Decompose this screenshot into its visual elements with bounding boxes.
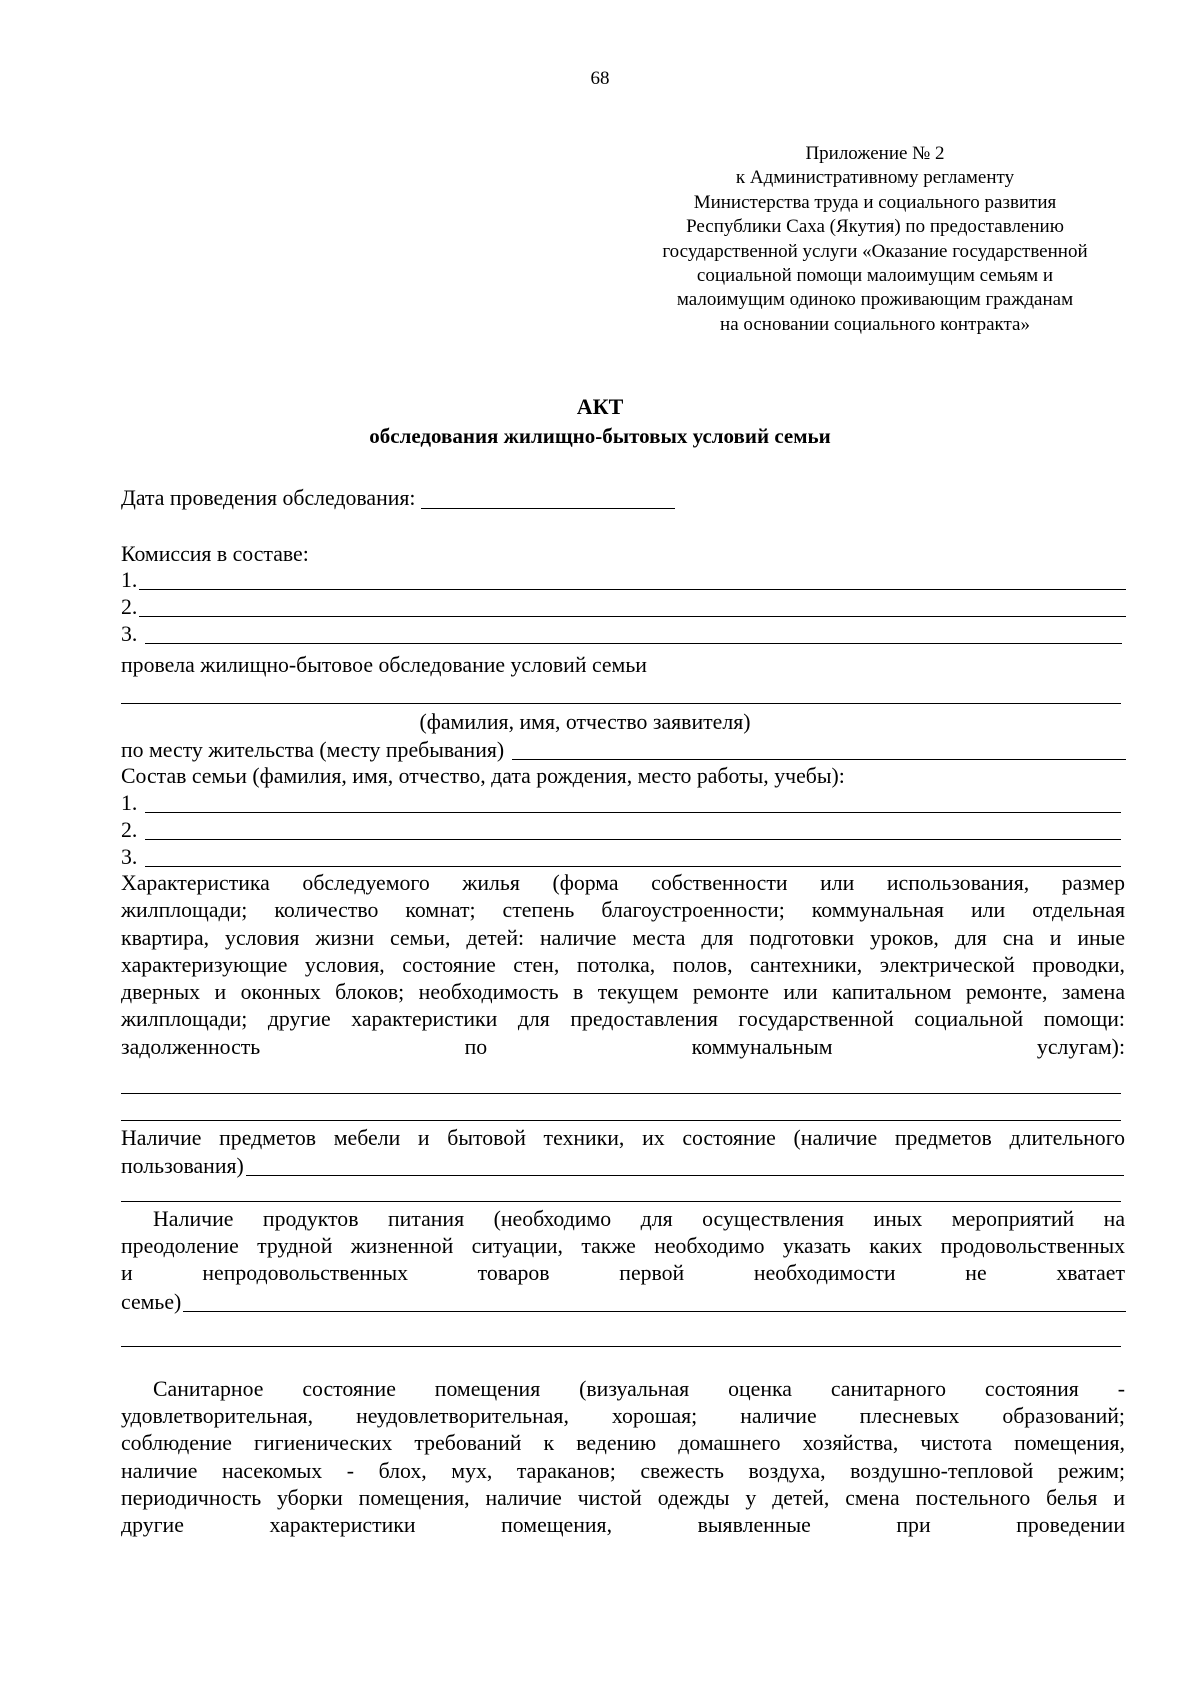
sanitary-paragraph-cont	[121, 1403, 1125, 1539]
commission-member-number: 1.	[121, 568, 138, 592]
paragraph-line: и непродовольственных товаров первой необходимости не хватает	[121, 1261, 1125, 1286]
paragraph-line: удовлетворительная, неудовлетворительная, хорошая; наличие плесневых образований;	[121, 1404, 1125, 1428]
paragraph-line: другие характеристики помещения, выявленные при проведении	[121, 1513, 1125, 1538]
paragraph-line: задолженность по коммунальным услугам):	[121, 1034, 1125, 1059]
furniture-answer-line[interactable]	[121, 1201, 1121, 1202]
food-label: семье)	[121, 1290, 182, 1314]
commission-conducted-text: провела жилищно-бытовое обследование условий семьи	[121, 653, 647, 677]
food-row	[121, 1288, 1126, 1316]
paragraph-line: дверных и оконных блоков; необходимость в текущем ремонте или капитальном ремонте, замена	[121, 980, 1125, 1005]
housing-answer-line[interactable]	[121, 1093, 1121, 1094]
appendix-line: социальной помощи малоимущим семьям и	[696, 265, 1054, 287]
residence-label: по месту жительства (месту пребывания)	[121, 738, 505, 762]
appendix-line: малоимущим одиноко проживающим гражданам	[676, 289, 1074, 311]
commission-member-field[interactable]	[139, 594, 1126, 617]
appendix-header	[640, 142, 1110, 337]
food-paragraph-cont	[121, 1233, 1125, 1288]
sanitary-paragraph	[121, 1376, 1125, 1403]
commission-member-field[interactable]	[139, 567, 1126, 590]
furniture-field[interactable]	[246, 1153, 1124, 1176]
housing-answer-line[interactable]	[121, 1120, 1121, 1121]
family-member-number: 2.	[121, 818, 138, 842]
paragraph-line: соблюдение гигиенических требований к ведению домашнего хозяйства, чистота помещения,	[121, 1431, 1125, 1456]
commission-member-number: 2.	[121, 595, 138, 619]
commission-member-row	[121, 620, 1122, 648]
appendix-line: Министерства труда и социального развития	[693, 191, 1057, 213]
survey-date-field[interactable]	[421, 486, 675, 509]
appendix-line: государственной услуги «Оказание государственной	[662, 240, 1088, 262]
paragraph-line: Наличие продуктов питания (необходимо для осуществления иных мероприятий на	[153, 1207, 1125, 1231]
family-member-number: 1.	[121, 791, 138, 815]
paragraph-line: жилплощади; другие характеристики для предоставления государственной социальной помощи:	[121, 1007, 1125, 1032]
family-member-field[interactable]	[145, 790, 1121, 813]
applicant-name-field[interactable]	[121, 703, 1121, 704]
appendix-line: на основании социального контракта»	[720, 313, 1030, 335]
appendix-line: Приложение № 2	[805, 143, 945, 164]
commission-label: Комиссия в составе:	[121, 542, 309, 566]
residence-row	[121, 736, 1126, 764]
applicant-caption: (фамилия, имя, отчество заявителя)	[419, 710, 751, 734]
paragraph-line: квартира, условия жизни семьи, детей: наличие места для подготовки уроков, для сна и иные	[121, 925, 1125, 950]
paragraph-line: преодоление трудной жизненной ситуации, также необходимо указать каких продовольственных	[121, 1234, 1125, 1258]
family-member-field[interactable]	[145, 817, 1121, 840]
furniture-label: пользования)	[121, 1154, 244, 1178]
food-answer-line[interactable]	[121, 1346, 1121, 1347]
page-number: 68	[590, 68, 610, 89]
document-title: АКТ	[576, 394, 624, 419]
paragraph-line: Характеристика обследуемого жилья (форма собственности или использования, размер	[121, 871, 1125, 895]
commission-member-field[interactable]	[145, 621, 1122, 644]
paragraph-line: наличие насекомых - блох, мух, тараканов; свежесть воздуха, воздушно-тепловой режим;	[121, 1458, 1125, 1483]
paragraph-line: Санитарное состояние помещения (визуальная оценка санитарного состояния -	[153, 1377, 1125, 1401]
furniture-paragraph	[121, 1125, 1125, 1152]
furniture-row	[121, 1152, 1124, 1180]
paragraph-line: жилплощади; количество комнат; степень благоустроенности; коммунальная или отдельная	[121, 898, 1125, 923]
family-member-row	[121, 789, 1121, 817]
residence-field[interactable]	[512, 737, 1126, 760]
housing-characteristics-paragraph	[121, 870, 1125, 1061]
family-member-row	[121, 843, 1121, 871]
appendix-line: к Административному регламенту	[735, 167, 1015, 189]
survey-date-row	[121, 484, 1126, 512]
document-subtitle: обследования жилищно-бытовых условий семьи	[369, 424, 831, 448]
family-member-row	[121, 816, 1121, 844]
commission-member-number: 3.	[121, 622, 138, 646]
paragraph-line: Наличие предметов мебели и бытовой техники, их состояние (наличие предметов длительного	[121, 1126, 1125, 1150]
family-member-number: 3.	[121, 845, 138, 869]
commission-member-row	[121, 566, 1126, 594]
commission-member-row	[121, 593, 1126, 621]
survey-date-label: Дата проведения обследования:	[121, 486, 416, 510]
food-paragraph	[121, 1206, 1125, 1233]
family-member-field[interactable]	[145, 844, 1121, 867]
paragraph-line: периодичность уборки помещения, наличие чистой одежды у детей, смена постельного белья и	[121, 1485, 1125, 1510]
appendix-line: Республики Саха (Якутия) по предоставлению	[686, 216, 1064, 238]
family-label: Состав семьи (фамилия, имя, отчество, дата рождения, место работы, учебы):	[121, 764, 845, 788]
food-field[interactable]	[183, 1289, 1126, 1312]
paragraph-line: характеризующие условия, состояние стен, потолка, полов, сантехники, электрической проводки,	[121, 952, 1125, 977]
